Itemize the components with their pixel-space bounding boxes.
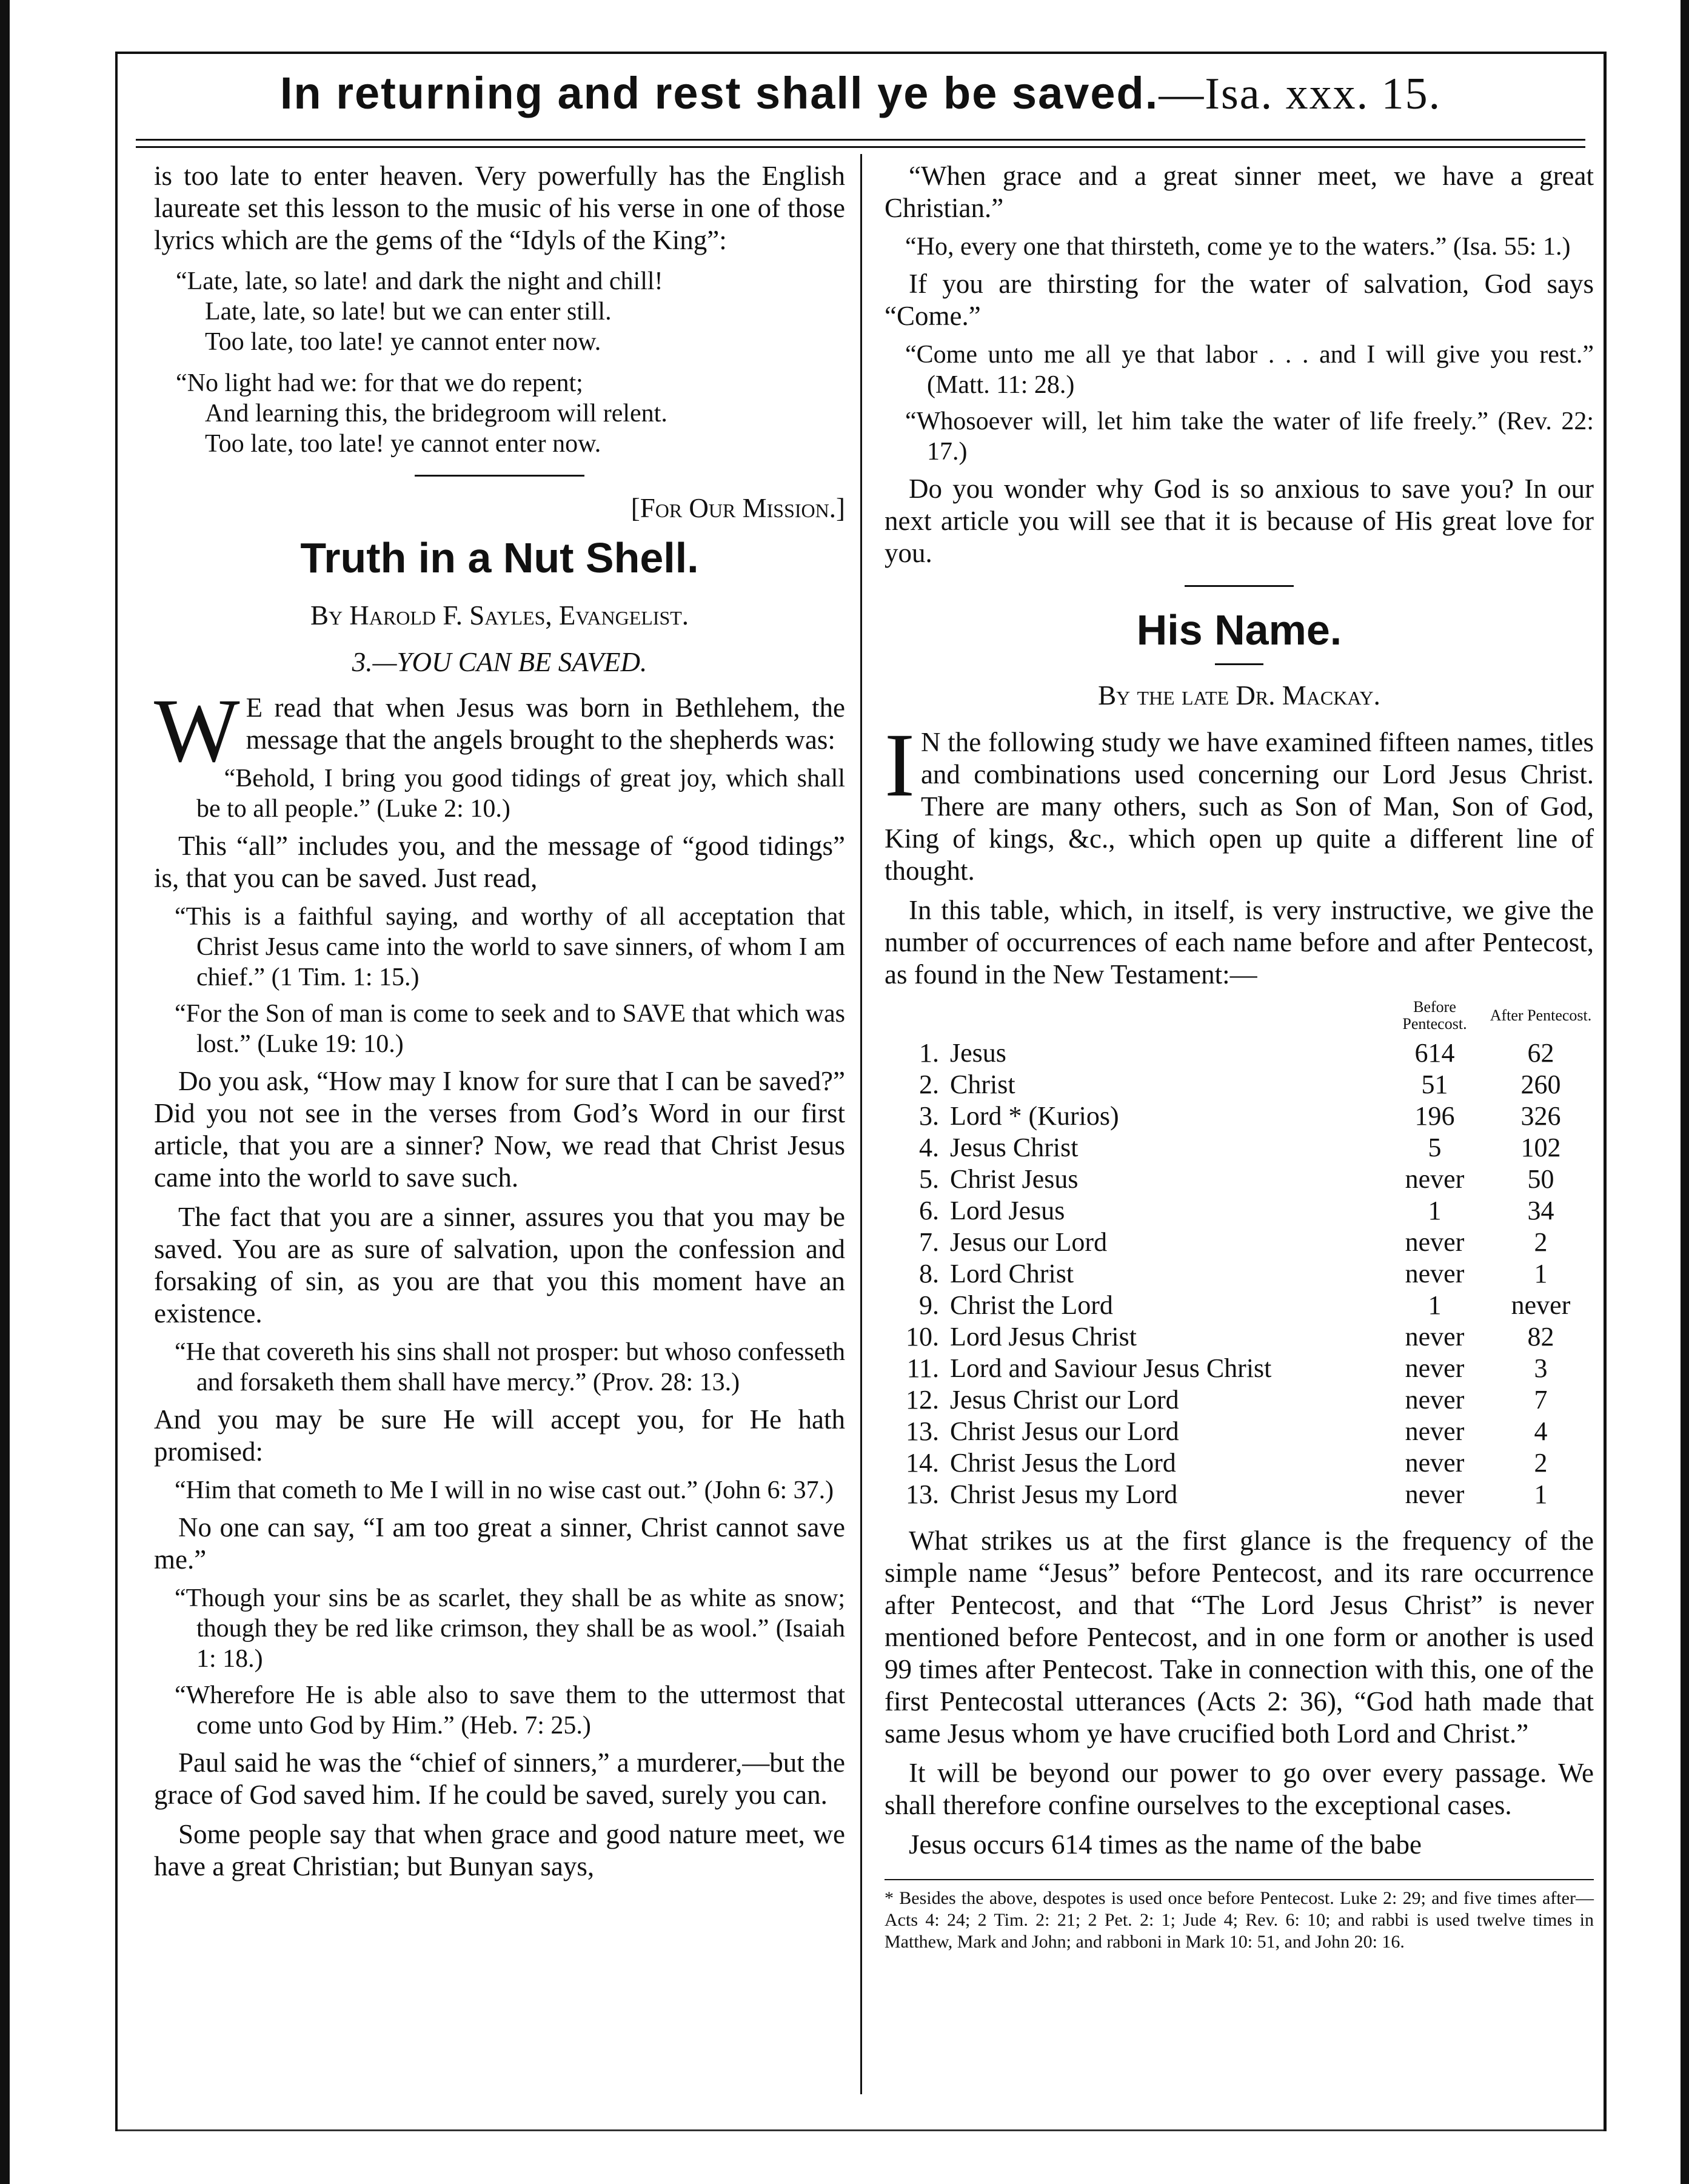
paragraph: And you may be sure He will accept you, for He hath promised: [154, 1404, 845, 1467]
drop-cap: I [885, 715, 915, 816]
row-before: never [1405, 1259, 1465, 1288]
row-number: 2. [919, 1070, 939, 1099]
row-number: 13. [906, 1479, 939, 1509]
section-rule [1185, 585, 1294, 587]
drop-cap: W [154, 680, 240, 781]
row-after: 34 [1527, 1196, 1554, 1225]
row-number: 4. [919, 1133, 939, 1162]
row-before: 196 [1414, 1101, 1455, 1131]
scripture-quote: “This is a faithful saying, and worthy of all acceptation that Christ Jesus came into the world to save sinners, of whom I am chief.” (1 Tim. 1: 15.) [175, 903, 845, 991]
row-before: never [1405, 1416, 1465, 1446]
poem-line: Late, late, so late! but we can enter still. [205, 298, 612, 326]
table-row [885, 1164, 1594, 1195]
row-number: 9. [919, 1290, 939, 1320]
row-before: never [1405, 1385, 1465, 1415]
article-subhead: 3.—YOU CAN BE SAVED. [352, 647, 647, 677]
paragraph: Do you ask, “How may I know for sure that I can be saved?” Did you not see in the verses from God’s Word in our first article, that you are a sinner? Now, we read that Christ Jesus came into the world to save such. [154, 1066, 845, 1193]
paragraph: “When grace and a great sinner meet, we have a great Christian.” [885, 161, 1594, 223]
row-name: Jesus Christ [950, 1133, 1079, 1162]
header-rule [136, 139, 1585, 141]
scripture-quote: “Him that cometh to Me I will in no wise cast out.” (John 6: 37.) [175, 1476, 834, 1504]
scripture-quote: “Though your sins be as scarlet, they shall be as white as snow; though they be red like crimson, they shall be as wool.” (Isaiah 1: 18.) [175, 1584, 845, 1673]
row-after: 1 [1534, 1479, 1548, 1509]
row-name: Christ [950, 1070, 1015, 1099]
row-before: 51 [1421, 1070, 1448, 1099]
row-before: never [1405, 1448, 1465, 1478]
scripture-quote: “Whosoever will, let him take the water of life freely.” (Rev. 22: 17.) [905, 407, 1594, 466]
table-row [885, 1384, 1594, 1416]
left-column [154, 160, 845, 1890]
article-byline: By the late Dr. Mackay. [1098, 680, 1380, 711]
paragraph: E read that when Jesus was born in Bethlehem, the message that the angels brought to the shepherds was: [246, 692, 845, 755]
row-after: 62 [1527, 1038, 1554, 1068]
row-number: 10. [906, 1322, 939, 1352]
row-after: 260 [1520, 1070, 1561, 1099]
row-name: Christ the Lord [950, 1290, 1113, 1320]
paragraph: Paul said he was the “chief of sinners,” a murderer,—but the grace of God saved him. If he could be saved, surely you can. [154, 1747, 845, 1810]
row-number: 11. [906, 1353, 939, 1383]
scripture-quote: “Behold, I bring you good tidings of great joy, which shall be to all people.” (Luke 2: 10.) [196, 765, 845, 823]
row-name: Christ Jesus our Lord [950, 1416, 1179, 1446]
paragraph: If you are thirsting for the water of salvation, God says “Come.” [885, 269, 1594, 331]
page [115, 52, 1607, 2131]
row-name: Jesus Christ our Lord [950, 1385, 1179, 1415]
row-name: Christ Jesus my Lord [950, 1479, 1178, 1509]
row-number: 6. [919, 1196, 939, 1225]
row-name: Jesus our Lord [950, 1227, 1108, 1257]
table-row [885, 1195, 1594, 1227]
row-number: 13. [906, 1416, 939, 1446]
page-edge-right [1681, 0, 1689, 2184]
table-row [885, 1100, 1594, 1132]
row-name: Lord and Saviour Jesus Christ [950, 1353, 1272, 1383]
paragraph: This “all” includes you, and the message of “good tidings” is, that you can be saved. Just read, [154, 831, 845, 893]
bottom-rule [118, 2129, 1604, 2131]
row-after: 2 [1534, 1448, 1548, 1478]
paragraph: N the following study we have examined fifteen names, titles and combinations used concerning our Lord Jesus Christ. There are many others, such as Son of Man, Son of God, King of kings, &c., which open up quite a different line of thought. [885, 727, 1594, 886]
poem-line: Too late, too late! ye cannot enter now. [205, 430, 601, 458]
names-table [885, 998, 1594, 1510]
row-after: 2 [1534, 1227, 1548, 1257]
mission-note: [For Our Mission.] [630, 493, 845, 523]
col-header-after: After Pentecost. [1490, 1007, 1592, 1024]
page-edge-left [0, 0, 10, 2184]
poem [176, 266, 845, 459]
row-number: 14. [906, 1448, 939, 1478]
row-before: never [1405, 1479, 1465, 1509]
table-row [885, 1353, 1594, 1384]
row-after: 1 [1534, 1259, 1548, 1288]
paragraph: What strikes us at the first glance is the frequency of the simple name “Jesus” before Pentecost, and its rare occurrence after Pentecost, and that “The Lord Jesus Christ” is never mentioned before Pentecost, and in one form or another is used 99 times after Pentecost. Take in connection with this, one of the first Pentecostal utterances (Acts 2: 36), “God hath made that same Jesus whom ye have crucified both Lord and Christ.” [885, 1526, 1594, 1749]
article-title: Truth in a Nut Shell. [300, 534, 699, 581]
paragraph: It will be beyond our power to go over every passage. We shall therefore confine ourselves to the exceptional cases. [885, 1758, 1594, 1820]
row-number: 1. [919, 1038, 939, 1068]
table-row [885, 1416, 1594, 1447]
header-rule-2 [136, 146, 1585, 148]
table-row [885, 1290, 1594, 1321]
col-header-before: Before Pentecost. [1402, 998, 1467, 1033]
row-after: 3 [1534, 1353, 1548, 1383]
row-after: 50 [1527, 1164, 1554, 1194]
scripture-quote: “He that covereth his sins shall not prosper: but whoso confesseth and forsaketh them shall have mercy.” (Prov. 28: 13.) [175, 1338, 845, 1396]
paragraph: Some people say that when grace and good nature meet, we have a great Christian; but Bunyan says, [154, 1819, 845, 1881]
row-name: Lord * (Kurios) [950, 1101, 1119, 1131]
row-number: 3. [919, 1101, 939, 1131]
footnote: * Besides the above, despotes is used once before Pentecost. Luke 2: 29; and five times after—Acts 4: 24; 2 Tim. 2: 21; 2 Pet. 2: 1; Jude 4; Rev. 6: 10; and rabbi is used twelve times in Matthew, Mark and John; and rabboni in Mark 10: 51, and John 20: 16. [885, 1879, 1594, 1953]
table-row [885, 1132, 1594, 1164]
scripture-quote: “For the Son of man is come to seek and to SAVE that which was lost.” (Luke 19: 10.) [175, 1000, 845, 1058]
intro-paragraph: is too late to enter heaven. Very powerfully has the English laureate set this lesson to the music of his verse in one of those lyrics which are the gems of the “Idyls of the King”: [154, 161, 845, 255]
row-before: never [1405, 1227, 1465, 1257]
row-after: 7 [1534, 1385, 1548, 1415]
row-before: 1 [1428, 1290, 1442, 1320]
row-number: 7. [919, 1227, 939, 1257]
row-number: 12. [906, 1385, 939, 1415]
paragraph: The fact that you are a sinner, assures you that you may be saved. You are as sure of salvation, upon the confession and forsaking of sin, as you are that you this moment have an existence. [154, 1202, 845, 1328]
article-byline: By Harold F. Sayles, Evangelist. [310, 600, 689, 631]
row-after: 4 [1534, 1416, 1548, 1446]
table-row [885, 1227, 1594, 1258]
row-after: never [1511, 1290, 1571, 1320]
table-row [885, 1447, 1594, 1479]
row-name: Christ Jesus the Lord [950, 1448, 1176, 1478]
article-title: His Name. [1136, 606, 1342, 654]
row-name: Christ Jesus [950, 1164, 1079, 1194]
row-number: 5. [919, 1164, 939, 1194]
row-after: 326 [1520, 1101, 1561, 1131]
row-before: 614 [1414, 1038, 1455, 1068]
row-after: 82 [1527, 1322, 1554, 1352]
row-number: 8. [919, 1259, 939, 1288]
header-title: In returning and rest shall ye be saved.—Isa. xxx. 15. [279, 68, 1442, 119]
scripture-quote: “Ho, every one that thirsteth, come ye to the waters.” (Isa. 55: 1.) [905, 233, 1571, 261]
table-row [885, 1258, 1594, 1290]
poem-line: And learning this, the bridegroom will relent. [205, 400, 667, 427]
paragraph: In this table, which, in itself, is very instructive, we give the number of occurrences of each name before and after Pentecost, as found in the New Testament:— [885, 895, 1594, 990]
column-divider [860, 154, 862, 2094]
table-row [885, 1321, 1594, 1353]
running-header [118, 54, 1604, 136]
title-rule [1215, 663, 1263, 665]
header-ref: —Isa. xxx. 15. [1159, 69, 1442, 119]
scripture-quote: “Wherefore He is able also to save them to the uttermost that come unto God by Him.” (Heb. 7: 25.) [175, 1681, 845, 1740]
row-name: Jesus [950, 1038, 1006, 1068]
table-row [885, 1479, 1594, 1510]
row-before: 5 [1428, 1133, 1442, 1162]
table-row [885, 1037, 1594, 1069]
poem-line: “Late, late, so late! and dark the night and chill! [176, 267, 663, 295]
row-before: 1 [1428, 1196, 1442, 1225]
right-column [885, 160, 1594, 1953]
row-after: 102 [1520, 1133, 1561, 1162]
row-name: Lord Jesus Christ [950, 1322, 1137, 1352]
table-row [885, 1069, 1594, 1100]
row-before: never [1405, 1322, 1465, 1352]
row-name: Lord Christ [950, 1259, 1074, 1288]
section-rule [415, 475, 584, 477]
scripture-quote: “Come unto me all ye that labor . . . and I will give you rest.” (Matt. 11: 28.) [905, 341, 1594, 399]
poem-line: Too late, too late! ye cannot enter now. [205, 328, 601, 356]
row-before: never [1405, 1164, 1465, 1194]
paragraph: No one can say, “I am too great a sinner, Christ cannot save me.” [154, 1512, 845, 1575]
paragraph: Jesus occurs 614 times as the name of the babe [909, 1829, 1422, 1860]
row-name: Lord Jesus [950, 1196, 1065, 1225]
poem-line: “No light had we: for that we do repent; [176, 369, 583, 397]
paragraph: Do you wonder why God is so anxious to save you? In our next article you will see that it is because of His great love for you. [885, 474, 1594, 568]
row-before: never [1405, 1353, 1465, 1383]
names-table-body [885, 1037, 1594, 1510]
